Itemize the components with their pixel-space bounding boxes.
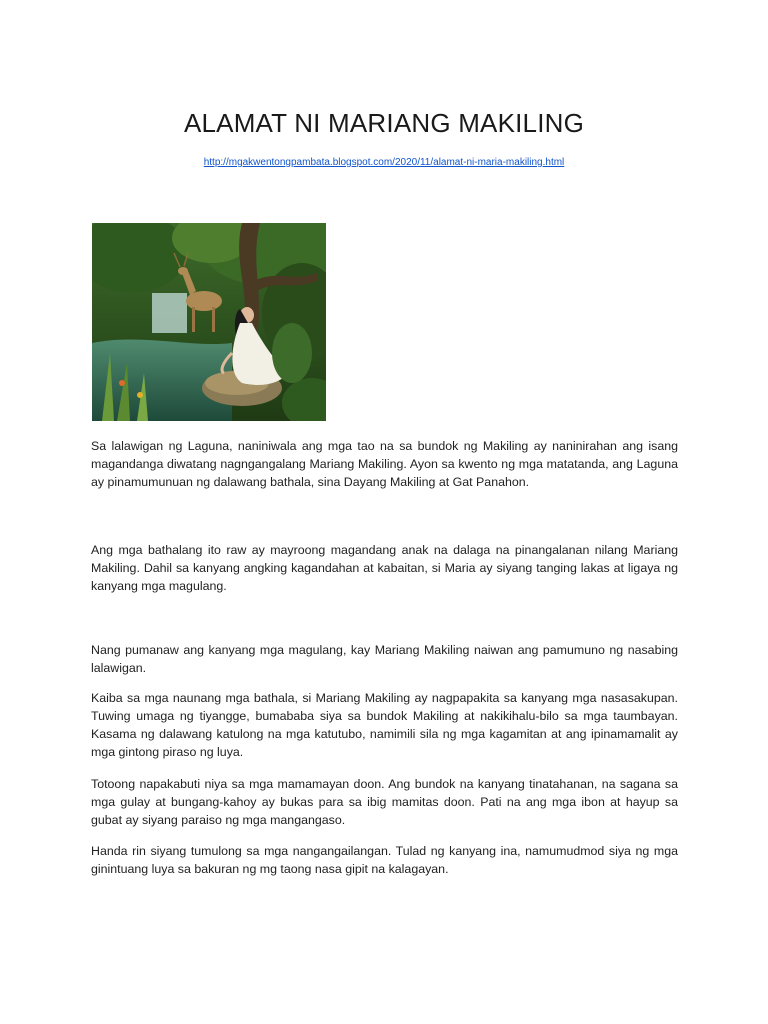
paragraph-4: Kaiba sa mga naunang mga bathala, si Mariang Makiling ay nagpapakita sa kanyang mga nasasakupan. Tuwing umaga ng tiyangge, bumababa siya sa bundok Makiling at nakikihalu-bilo sa mga taumbayan. Kasama ng dalawang katulong na mga katutubo, namimili sila ng mga kagamitan at ang ipinamamalit ay mga gintong piraso ng luya. xyxy=(91,691,678,759)
paragraph-1: Sa lalawigan ng Laguna, naniniwala ang mga tao na sa bundok ng Makiling ay naninirahan ang isang magandanga diwatang nagngangalang Mariang Makiling. Ayon sa kwento ng mga matatanda, ang Laguna ay pinamumunuan ng dalawang bathala, sina Dayang Makiling at Gat Panahon. xyxy=(91,439,678,489)
document-title: ALAMAT NI MARIANG MAKILING xyxy=(183,108,585,138)
story-illustration xyxy=(92,223,326,421)
painting-icon xyxy=(92,223,326,421)
paragraph-2: Ang mga bathalang ito raw ay mayroong magandang anak na dalaga na pinangalanan nilang Mariang Makiling. Dahil sa kanyang angking kagandahan at kabaitan, si Maria ay siyang tanging lakas at ligaya ng kanyang mga magulang. xyxy=(91,543,678,593)
paragraph-5: Totoong napakabuti niya sa mga mamamayan doon. Ang bundok na kanyang tinatahanan, na sagana sa mga gulay at bungang-kahoy ay bukas para sa ibig mamitas doon. Pati na ang mga ibon at hayup sa gubat ay siyang paraiso ng mga mangangaso. xyxy=(91,777,678,827)
paragraph-6: Handa rin siyang tumulong sa mga nangangailangan. Tulad ng kanyang ina, namumudmod siya ng mga ginintuang luya sa bakuran ng mg taong nasa gipit na kalagayan. xyxy=(91,844,678,876)
paragraph-3: Nang pumanaw ang kanyang mga magulang, kay Mariang Makiling naiwan ang pamumuno ng nasabing lalawigan. xyxy=(91,643,678,675)
source-link[interactable]: http://mgakwentongpambata.blogspot.com/2020/11/alamat-ni-maria-makiling.html xyxy=(203,157,565,168)
